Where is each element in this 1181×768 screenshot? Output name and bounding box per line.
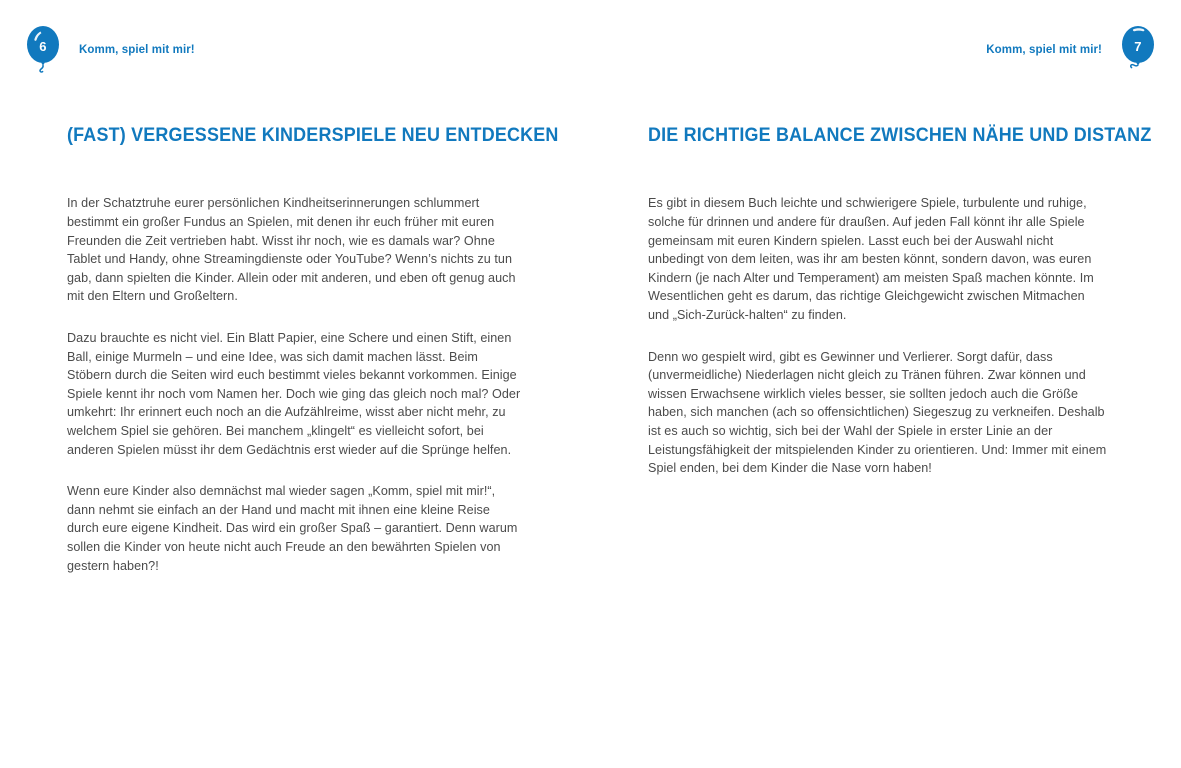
paragraph: In der Schatztruhe eurer persönlichen Kindheitserinnerungen schlummert bestimmt ein großer Fundus an Spielen, mit denen ihr euch früher mit euren Freunden die Zeit vertrieben habt. Wisst ihr noch, wie es damals war? Ohne Tablet und Handy, ohne Streamingdienste oder YouTube? Wenn’s nichts zu tun gab, dann spielten die Kinder. Allein oder mit anderen, und eben oft genug auch mit den Eltern und Großeltern. xyxy=(67,196,516,304)
balloon-icon xyxy=(1115,26,1155,74)
paragraph: Dazu brauchte es nicht viel. Ein Blatt Papier, eine Schere und einen Stift, einen Ball, einige Murmeln – und eine Idee, was sich damit machen lässt. Beim Stöbern durch die Seiten wird euch bestimmt vieles bekannt vorkommen. Einige Spiele kennt ihr noch vom Namen her. Doch wie ging das gleich noch mal? Oder umkehrt: Ihr erinnert euch noch an die Aufzählreime, wisst aber nicht mehr, zu welchem Spiel sie gehören. Bei manchem „klingelt“ es vielleicht sofort, bei anderen Spielen müsst ihr dem Gedächtnis erst wieder auf die Sprünge helfen. xyxy=(67,331,521,457)
paragraph: Es gibt in diesem Buch leichte und schwierigere Spiele, turbulente und ruhige, solche für drinnen und andere für draußen. Auf jeden Fall könnt ihr alle Spiele gemeinsam mit euren Kindern spielen. Lasst euch bei der Auswahl nicht unbedingt von dem leiten, was ihr am besten könnt, sondern davon, was euren Kindern (je nach Alter und Temperament) am meisten Spaß machen könnte. Im Wesentlichen geht es darum, das richtige Gleichgewicht zwischen Mitmachen und „Sich-Zurück-halten“ zu finden. xyxy=(648,196,1094,322)
running-header-left xyxy=(26,26,195,74)
left-page-heading: (FAST) VERGESSENE KINDERSPIELE NEU ENTDECKEN xyxy=(67,124,559,146)
page-number-right: 7 xyxy=(1134,38,1142,54)
running-header-label-left: Komm, spiel mit mir! xyxy=(79,44,195,56)
running-header-right xyxy=(986,26,1155,74)
right-page-column xyxy=(648,124,1152,478)
left-page-column xyxy=(67,124,559,575)
right-page-heading: DIE RICHTIGE BALANCE ZWISCHEN NÄHE UND DISTANZ xyxy=(648,124,1152,146)
paragraph: Wenn eure Kinder also demnächst mal wieder sagen „Komm, spiel mit mir!“, dann nehmt sie einfach an der Hand und macht mit ihnen eine kleine Reise durch eure eigene Kindheit. Das wird ein großer Spaß – garantiert. Denn warum sollen die Kinder von heute nicht auch Freude an den bewährten Spielen von gestern haben?! xyxy=(67,484,518,573)
balloon-icon xyxy=(26,26,66,74)
page-number-left: 6 xyxy=(39,38,47,54)
paragraph: Denn wo gespielt wird, gibt es Gewinner und Verlierer. Sorgt dafür, dass (unvermeidliche) Niederlagen nicht gleich zu Tränen führen. Zwar können und wissen Erwachsene wirklich vieles besser, sie sollten jedoch auch die Größe haben, sich manchen (ach so offensichtlichen) Siegeszug zu verkneifen. Deshalb ist es auch so wichtig, sich bei der Wahl der Spiele in erster Linie an der Leistungsfähigkeit der mitspielenden Kinder zu orientieren. Und: Immer mit einem Spiel enden, bei dem Kinder die Nase vorn haben! xyxy=(648,349,1107,476)
running-header-label-right: Komm, spiel mit mir! xyxy=(986,44,1102,56)
